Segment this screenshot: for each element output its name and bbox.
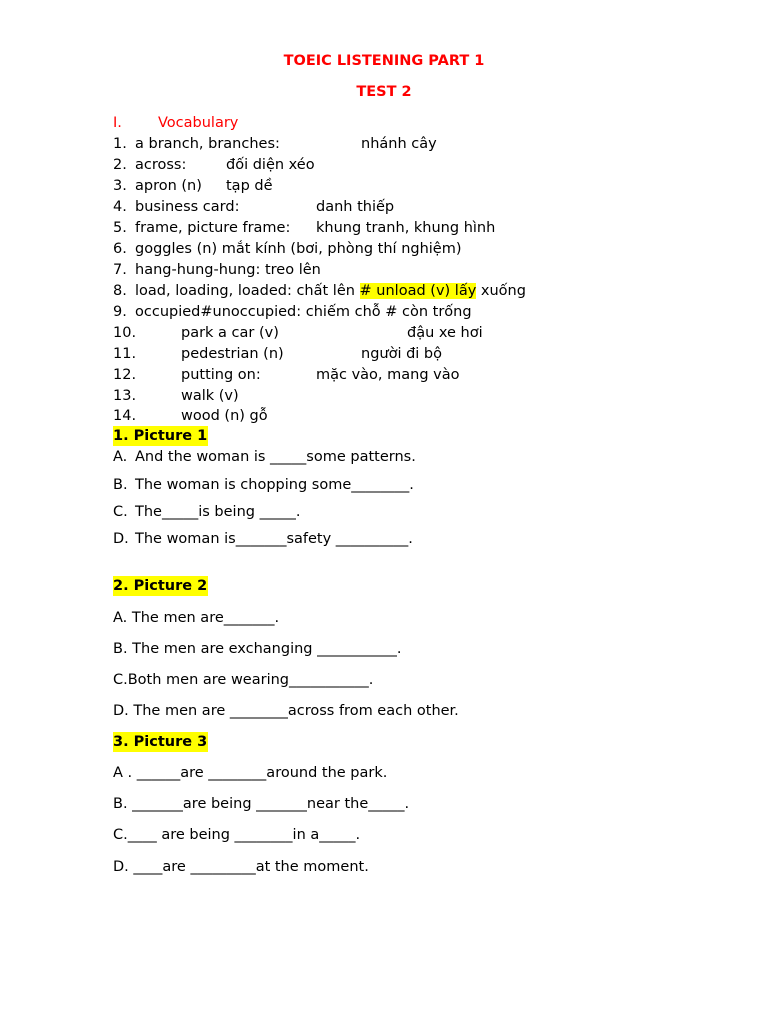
vocab-term: pedestrian (n) [181,346,284,362]
vocab-num: 13. [113,388,137,404]
vocab-meaning: đối diện xéo [226,157,315,173]
vocab-term: wood (n) gỗ [181,408,268,424]
option-label: A. [113,449,128,465]
vocab-meaning: mặc vào, mang vào [316,367,460,383]
picture-1-heading: 1. Picture 1 [113,428,208,444]
vocab-num: 4. [113,199,127,215]
vocab-term: business card: [135,199,240,215]
vocab-meaning: tạp dề [226,178,273,194]
vocab-highlight: # unload (v) lấy [359,283,477,299]
vocab-num: 9. [113,304,127,320]
vocab-term: occupied#unoccupied: chiếm chỗ # còn trống [135,304,472,320]
option-text: A. The men are_______. [113,610,280,626]
vocab-num: 10. [113,325,137,341]
option-text: A . ______are ________around the park. [113,765,388,781]
vocab-term: goggles (n) mắt kính (bơi, phòng thí nghiệm) [135,241,462,257]
vocab-meaning: nhánh cây [361,136,437,152]
vocab-term: frame, picture frame: [135,220,291,236]
doc-subtitle: TEST 2 [356,84,412,100]
option-text: C.____ are being ________in a_____. [113,827,361,843]
vocab-meaning: xuống [476,283,526,299]
vocab-meaning: khung tranh, khung hình [316,220,496,236]
option-text: D. ____are _________at the moment. [113,859,369,875]
vocab-term [135,281,526,301]
option-label: D. [113,531,129,547]
vocab-num: 2. [113,157,127,173]
vocab-num: 3. [113,178,127,194]
vocab-term: a branch, branches: [135,136,280,152]
vocab-term: putting on: [181,367,261,383]
vocab-term: hang-hung-hung: treo lên [135,262,321,278]
vocab-term: park a car (v) [181,325,279,341]
vocab-num: 14. [113,408,137,424]
vocabulary-heading-number: I. [113,115,122,131]
option-text: D. The men are ________across from each other. [113,703,459,719]
vocab-num: 1. [113,136,127,152]
option-text: C.Both men are wearing___________. [113,672,374,688]
vocab-term: apron (n) [135,178,202,194]
vocab-term: across: [135,157,187,173]
option-text: B. _______are being _______near the_____. [113,796,410,812]
vocab-num: 5. [113,220,127,236]
vocab-term: walk (v) [181,388,239,404]
vocab-meaning: người đi bộ [361,346,443,362]
option-text: And the woman is _____some patterns. [135,449,416,465]
vocab-num: 11. [113,346,137,362]
option-text: B. The men are exchanging ___________. [113,641,402,657]
option-text: The_____is being _____. [135,504,301,520]
vocab-meaning: đậu xe hơi [407,325,483,341]
option-label: B. [113,477,128,493]
picture-3-heading: 3. Picture 3 [113,734,208,750]
vocab-term-text: load, loading, loaded: chất lên [135,283,360,299]
picture-2-heading: 2. Picture 2 [113,578,208,594]
option-text: The woman is_______safety __________. [135,531,413,547]
vocab-num: 12. [113,367,137,383]
option-text: The woman is chopping some________. [135,477,414,493]
vocabulary-heading: Vocabulary [158,115,239,131]
vocab-num: 6. [113,241,127,257]
doc-title: TOEIC LISTENING PART 1 [283,53,485,69]
vocab-num: 7. [113,262,127,278]
option-label: C. [113,504,128,520]
vocab-num: 8. [113,283,127,299]
vocab-meaning: danh thiếp [316,199,395,215]
